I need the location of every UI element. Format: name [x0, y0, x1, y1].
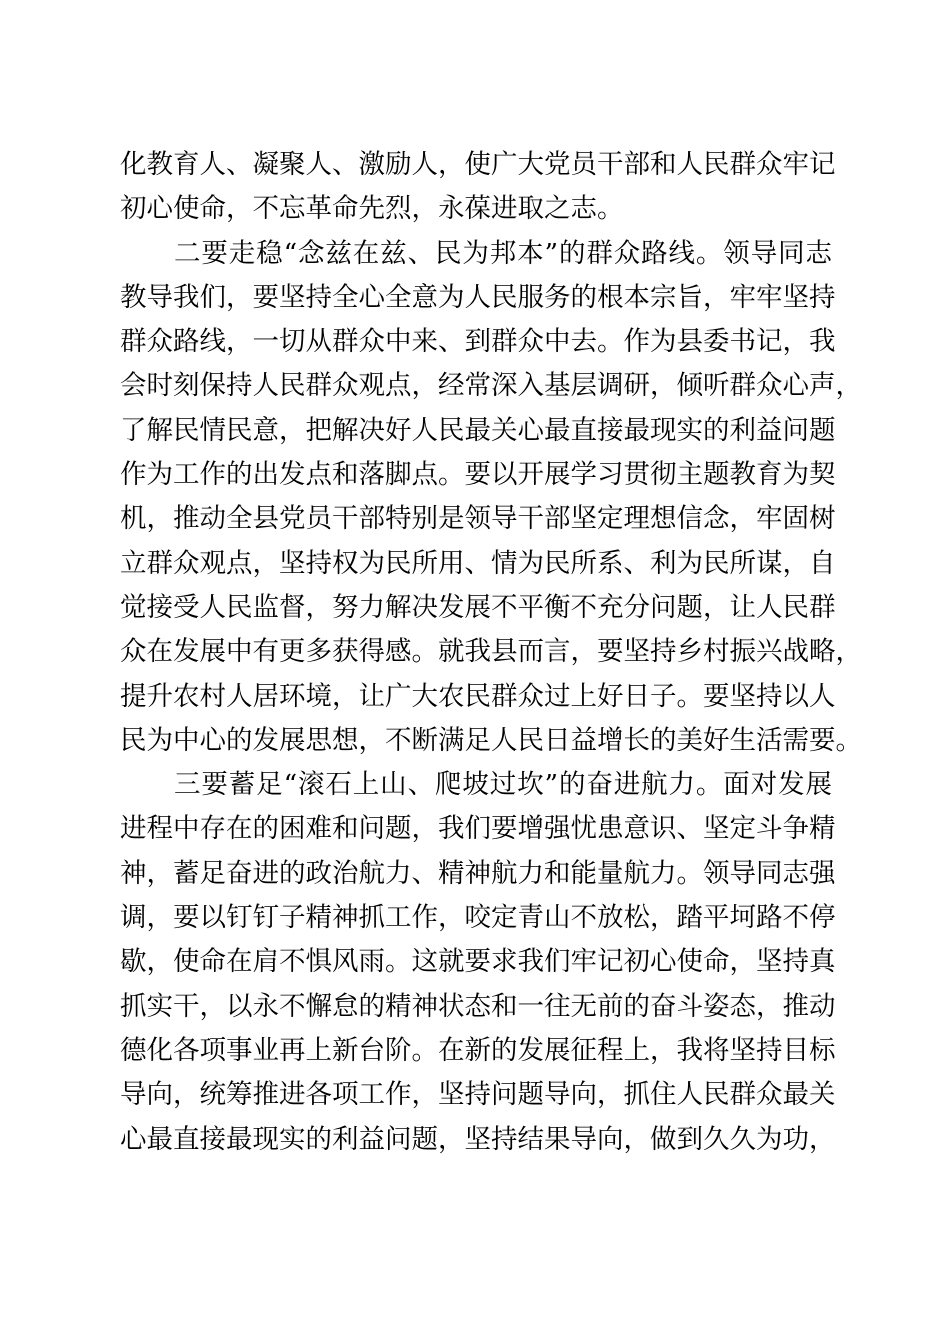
text-line: 机，推动全县党员干部特别是领导干部坚定理想信念，牢固树 [120, 503, 836, 535]
text-line: 群众路线，一切从群众中来、到群众中去。作为县委书记，我 [120, 326, 836, 358]
text-line: 会时刻保持人民群众观点，经常深入基层调研，倾听群众心声， [120, 370, 862, 402]
text-line: 神，蓄足奋进的政治航力、精神航力和能量航力。领导同志强 [120, 857, 836, 889]
text-line: 觉接受人民监督，努力解决发展不平衡不充分问题，让人民群 [120, 591, 836, 623]
text-line: 化教育人、凝聚人、激励人，使广大党员干部和人民群众牢记 [120, 149, 836, 180]
paragraph-first-line: 二要走稳“念兹在兹、民为邦本”的群众路线。领导同志 [174, 237, 832, 269]
text-line: 调，要以钉钉子精神抓工作，咬定青山不放松，踏平坷路不停 [120, 902, 836, 934]
text-line: 作为工作的出发点和落脚点。要以开展学习贯彻主题教育为契 [120, 459, 836, 491]
text-line: 初心使命，不忘革命先烈，永葆进取之志。 [120, 193, 624, 225]
text-line: 心最直接最现实的利益问题，坚持结果导向，做到久久为功， [120, 1123, 836, 1155]
text-line: 民为中心的发展思想，不断满足人民日益增长的美好生活需要。 [120, 724, 862, 756]
text-line: 了解民情民意，把解决好人民最关心最直接最现实的利益问题 [120, 414, 836, 446]
text-line: 提升农村人居环境，让广大农民群众过上好日子。要坚持以人 [120, 680, 836, 712]
text-line: 进程中存在的困难和问题，我们要增强忧患意识、坚定斗争精 [120, 813, 836, 845]
document-page [120, 143, 862, 1162]
text-line: 德化各项事业再上新台阶。在新的发展征程上，我将坚持目标 [120, 1034, 836, 1066]
text-line: 立群众观点，坚持权为民所用、情为民所系、利为民所谋，自 [120, 547, 836, 579]
text-line: 众在发展中有更多获得感。就我县而言，要坚持乡村振兴战略， [120, 636, 862, 668]
text-line: 歇，使命在肩不惧风雨。这就要求我们牢记初心使命，坚持真 [120, 946, 836, 978]
text-line: 导向，统筹推进各项工作，坚持问题导向，抓住人民群众最关 [120, 1079, 836, 1111]
text-line: 抓实干，以永不懈怠的精神状态和一往无前的奋斗姿态，推动 [120, 990, 836, 1022]
text-line: 教导我们，要坚持全心全意为人民服务的根本宗旨，牢牢坚持 [120, 281, 836, 313]
paragraph-first-line: 三要蓄足“滚石上山、爬坡过坎”的奋进航力。面对发展 [174, 769, 832, 801]
